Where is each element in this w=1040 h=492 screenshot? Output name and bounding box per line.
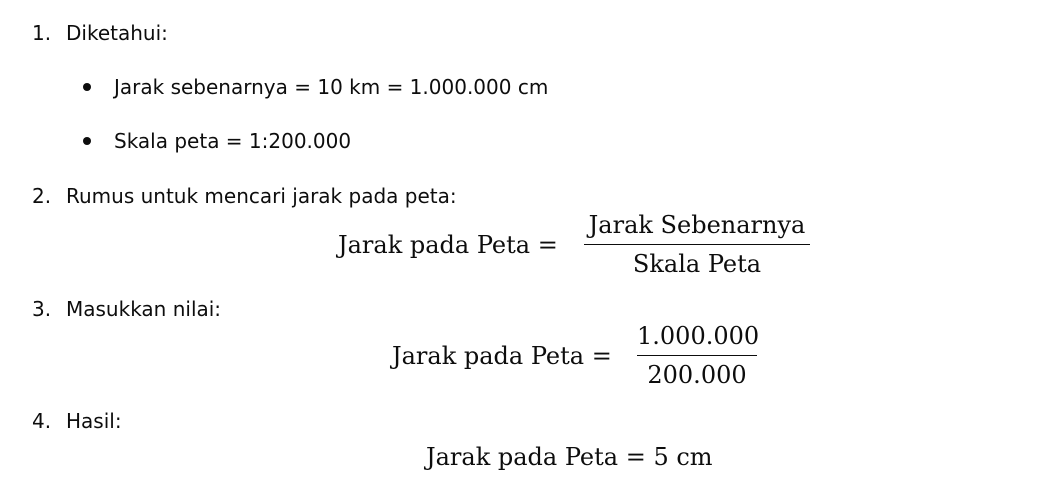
step-3-label: Masukkan nilai: bbox=[66, 297, 222, 321]
bullet-item-actual-distance: Jarak sebenarnya = 10 km = 1.000.000 cm bbox=[114, 75, 549, 99]
step-2-number: 2. bbox=[32, 184, 52, 208]
fraction-bar bbox=[584, 244, 810, 245]
substitution-numerator: 1.000.000 bbox=[637, 322, 760, 350]
substitution-denominator: 200.000 bbox=[647, 361, 747, 390]
fraction-bar bbox=[637, 355, 757, 356]
bullet-dot-icon bbox=[83, 83, 91, 91]
step-4-number: 4. bbox=[32, 409, 52, 433]
step-2-label: Rumus untuk mencari jarak pada peta: bbox=[66, 184, 457, 208]
result-equation: Jarak pada Peta = 5 cm bbox=[426, 443, 713, 471]
bullet-dot-icon bbox=[83, 137, 91, 145]
formula-numerator: Jarak Sebenarnya bbox=[588, 211, 806, 239]
bullet-item-map-scale: Skala peta = 1:200.000 bbox=[114, 129, 352, 153]
formula-fraction bbox=[584, 210, 810, 279]
step-3-number: 3. bbox=[32, 297, 52, 321]
substitution-lhs: Jarak pada Peta = bbox=[392, 342, 612, 370]
step-1-label: Diketahui: bbox=[66, 21, 168, 45]
step-4-label: Hasil: bbox=[66, 409, 122, 433]
substitution-fraction bbox=[637, 321, 760, 390]
formula-denominator: Skala Peta bbox=[632, 250, 762, 279]
step-1-number: 1. bbox=[32, 21, 52, 45]
formula-lhs: Jarak pada Peta = bbox=[338, 231, 558, 259]
